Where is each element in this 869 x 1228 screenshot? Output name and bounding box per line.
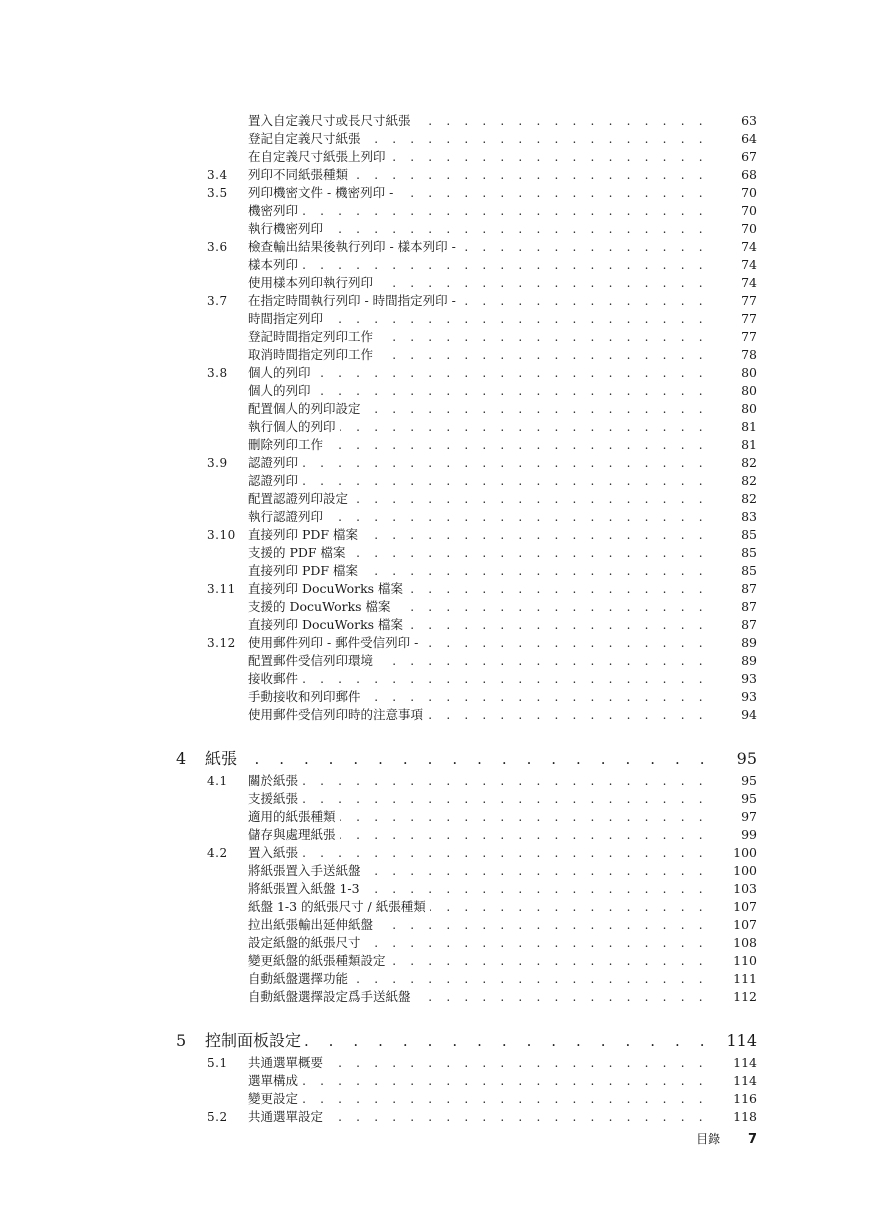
toc-entry-title-text: 共通選單設定 (248, 1109, 327, 1124)
toc-entry-title (248, 616, 757, 634)
toc-entry-page: 89 (705, 634, 757, 652)
toc-entry-title (248, 862, 757, 880)
toc-entry-title-text: 拉出紙張輸出延伸紙盤 (248, 917, 377, 932)
toc-entry-title-text: 配置個人的列印設定 (248, 401, 365, 416)
toc-entry-page: 95 (705, 746, 757, 772)
toc-entry-page: 111 (705, 970, 757, 988)
toc-section-row[interactable] (0, 292, 869, 310)
toc-entry-title-text: 接收郵件 (248, 671, 302, 686)
toc-entry-title (248, 952, 757, 970)
toc-entry-number: 3.5 (207, 186, 228, 200)
toc-subsection-row[interactable] (0, 130, 869, 148)
toc-subsection-row[interactable] (0, 436, 869, 454)
toc-entry-number: 3.4 (207, 168, 228, 182)
toc-entry-title (205, 746, 757, 772)
toc-subsection-row[interactable] (0, 970, 869, 988)
toc-entry-title (248, 256, 757, 274)
toc-subsection-row[interactable] (0, 988, 869, 1006)
toc-entry-title (248, 1108, 757, 1126)
toc-entry-page: 89 (705, 652, 757, 670)
toc-entry-title-text: 直接列印 DocuWorks 檔案 (248, 617, 407, 632)
toc-entry-title-text: 手動接收和列印郵件 (248, 689, 365, 704)
toc-entry-number: 3.6 (207, 240, 228, 254)
toc-entry-title-text: 紙盤 1-3 的紙張尺寸 / 紙張種類 (248, 899, 430, 914)
toc-entry-page: 77 (705, 292, 757, 310)
toc-entry-title-text: 紙張 (205, 749, 241, 768)
toc-section-row[interactable] (0, 844, 869, 862)
toc-entry-title-text: 列印機密文件 - 機密列印 - (248, 185, 397, 200)
toc-entry-title-text: 選單構成 (248, 1073, 302, 1088)
toc-subsection-row[interactable] (0, 616, 869, 634)
toc-entry-title (248, 634, 757, 652)
toc-entry-title (248, 274, 757, 292)
toc-section-row[interactable] (0, 526, 869, 544)
toc-subsection-row[interactable] (0, 790, 869, 808)
toc-entry-title-text: 直接列印 PDF 檔案 (248, 527, 362, 542)
toc-entry-page: 85 (705, 544, 757, 562)
toc-entry-page: 87 (705, 598, 757, 616)
toc-subsection-row[interactable] (0, 112, 869, 130)
toc-subsection-row[interactable] (0, 508, 869, 526)
toc-entry-page: 82 (705, 472, 757, 490)
toc-entry-page: 63 (705, 112, 757, 130)
toc-entry-title-text: 認證列印 (248, 455, 302, 470)
toc-entry-page: 114 (705, 1028, 757, 1054)
toc-entry-title (248, 220, 757, 238)
toc-entry-number: 5.1 (207, 1056, 228, 1070)
toc-entry-title (248, 184, 757, 202)
toc-entry-title-text: 共通選單概要 (248, 1055, 327, 1070)
toc-subsection-row[interactable] (0, 400, 869, 418)
toc-entry-title (248, 472, 757, 490)
toc-entry-page: 93 (705, 670, 757, 688)
toc-entry-page: 87 (705, 580, 757, 598)
toc-entry-title (248, 934, 757, 952)
toc-entry-title (248, 508, 757, 526)
toc-subsection-row[interactable] (0, 706, 869, 724)
toc-entry-title (248, 1090, 757, 1108)
toc-subsection-row[interactable] (0, 826, 869, 844)
toc-entry-title (248, 310, 757, 328)
toc-entry-title-text: 列印不同紙張種類 (248, 167, 352, 182)
toc-entry-page: 112 (705, 988, 757, 1006)
toc-entry-title-text: 直接列印 PDF 檔案 (248, 563, 362, 578)
toc-entry-title-text: 將紙張置入手送紙盤 (248, 863, 365, 878)
toc-entry-page: 107 (705, 916, 757, 934)
toc-subsection-row[interactable] (0, 544, 869, 562)
toc-entry-title-text: 配置認證列印設定 (248, 491, 352, 506)
toc-section-row[interactable] (0, 1054, 869, 1072)
toc-entry-title-text: 執行認證列印 (248, 509, 327, 524)
toc-entry-title (248, 1054, 757, 1072)
toc-entry-page: 97 (705, 808, 757, 826)
toc-entry-title-text: 支援紙張 (248, 791, 302, 806)
toc-entry-title (248, 790, 757, 808)
toc-entry-title-text: 將紙張置入紙盤 1-3 (248, 881, 364, 896)
toc-entry-page: 100 (705, 844, 757, 862)
toc-entry-title-text: 機密列印 (248, 203, 302, 218)
toc-entry-page: 114 (705, 1054, 757, 1072)
toc-entry-page: 114 (705, 1072, 757, 1090)
toc-subsection-row[interactable] (0, 274, 869, 292)
toc-subsection-row[interactable] (0, 880, 869, 898)
toc-entry-title (248, 898, 757, 916)
toc-entry-number: 3.7 (207, 294, 228, 308)
toc-subsection-row[interactable] (0, 862, 869, 880)
toc-entry-title-text: 配置郵件受信列印環境 (248, 653, 377, 668)
toc-entry-title (248, 688, 757, 706)
toc-entry-number: 5 (176, 1031, 187, 1050)
toc-entry-title (248, 562, 757, 580)
toc-entry-page: 107 (705, 898, 757, 916)
toc-subsection-row[interactable] (0, 934, 869, 952)
toc-entry-page: 93 (705, 688, 757, 706)
toc-entry-number: 3.8 (207, 366, 228, 380)
toc-entry-title (248, 988, 757, 1006)
toc-subsection-row[interactable] (0, 562, 869, 580)
toc-entry-page: 103 (705, 880, 757, 898)
toc-subsection-row[interactable] (0, 652, 869, 670)
toc-entry-number: 4.1 (207, 774, 228, 788)
toc-entry-title (248, 454, 757, 472)
toc-entry-title (248, 166, 757, 184)
toc-subsection-row[interactable] (0, 346, 869, 364)
toc-entry-page: 83 (705, 508, 757, 526)
toc-subsection-row[interactable] (0, 418, 869, 436)
toc-entry-title (248, 148, 757, 166)
toc-entry-title (248, 130, 757, 148)
toc-entry-title (248, 526, 757, 544)
toc-subsection-row[interactable] (0, 688, 869, 706)
toc-subsection-row[interactable] (0, 256, 869, 274)
toc-entry-title-text: 支援的 DocuWorks 檔案 (248, 599, 395, 614)
toc-section-row[interactable] (0, 634, 869, 652)
toc-entry-title (248, 670, 757, 688)
toc-entry-title-text: 使用樣本列印執行列印 (248, 275, 377, 290)
toc-entry-title (248, 364, 757, 382)
toc-entry-number: 4.2 (207, 846, 228, 860)
toc-entry-title-text: 支援的 PDF 檔案 (248, 545, 350, 560)
toc-entry-title-text: 適用的紙張種類 (248, 809, 340, 824)
toc-subsection-row[interactable] (0, 1072, 869, 1090)
toc-entry-title-text: 使用郵件受信列印時的注意事項 (248, 707, 427, 722)
toc-entry-number: 5.2 (207, 1110, 228, 1124)
toc-entry-title-text: 登記自定義尺寸紙張 (248, 131, 365, 146)
toc-entry-page: 81 (705, 418, 757, 436)
toc-entry-page: 85 (705, 526, 757, 544)
toc-section-row[interactable] (0, 184, 869, 202)
toc-subsection-row[interactable] (0, 1090, 869, 1108)
toc-entry-page: 68 (705, 166, 757, 184)
toc-entry-page: 95 (705, 772, 757, 790)
toc-section-row[interactable] (0, 1108, 869, 1126)
toc-entry-title (248, 598, 757, 616)
toc-entry-title-text: 置入紙張 (248, 845, 302, 860)
toc-entry-number: 3.9 (207, 456, 228, 470)
toc-chapter-row[interactable] (0, 1028, 869, 1054)
toc-entry-page: 87 (705, 616, 757, 634)
toc-entry-page: 99 (705, 826, 757, 844)
toc-entry-page: 70 (705, 184, 757, 202)
toc-subsection-row[interactable] (0, 472, 869, 490)
toc-entry-number: 3.10 (207, 528, 236, 542)
toc-entry-title-text: 在指定時間執行列印 - 時間指定列印 - (248, 293, 460, 308)
toc-entry-page: 95 (705, 790, 757, 808)
toc-chapter-row[interactable] (0, 746, 869, 772)
toc-entry-page: 118 (705, 1108, 757, 1126)
toc-subsection-row[interactable] (0, 382, 869, 400)
toc-entry-title-text: 在自定義尺寸紙張上列印 (248, 149, 390, 164)
toc-entry-title-text: 置入自定義尺寸或長尺寸紙張 (248, 113, 415, 128)
toc-entry-title (248, 346, 757, 364)
toc-entry-title (248, 916, 757, 934)
toc-entry-title-text: 使用郵件列印 - 郵件受信列印 - (248, 635, 422, 650)
toc-entry-title (248, 418, 757, 436)
toc-entry-title-text: 自動紙盤選擇功能 (248, 971, 352, 986)
toc-entry-page: 82 (705, 490, 757, 508)
toc-entry-title-text: 直接列印 DocuWorks 檔案 (248, 581, 407, 596)
toc-entry-title (248, 382, 757, 400)
toc-subsection-row[interactable] (0, 898, 869, 916)
toc-entry-number: 3.11 (207, 582, 236, 596)
toc-section-row[interactable] (0, 364, 869, 382)
toc-entry-title-text: 自動紙盤選擇設定爲手送紙盤 (248, 989, 415, 1004)
toc-entry-title (248, 652, 757, 670)
toc-entry-page: 80 (705, 400, 757, 418)
toc-subsection-row[interactable] (0, 202, 869, 220)
toc-entry-title-text: 時間指定列印 (248, 311, 327, 326)
toc-entry-page: 94 (705, 706, 757, 724)
toc-entry-title-text: 控制面板設定 (205, 1031, 305, 1050)
toc-section-row[interactable] (0, 166, 869, 184)
table-of-contents (0, 112, 869, 1126)
toc-entry-title-text: 登記時間指定列印工作 (248, 329, 377, 344)
toc-entry-page: 82 (705, 454, 757, 472)
toc-entry-title-text: 個人的列印 (248, 383, 315, 398)
toc-entry-title-text: 變更紙盤的紙張種類設定 (248, 953, 390, 968)
toc-entry-title-text: 認證列印 (248, 473, 302, 488)
toc-entry-page: 100 (705, 862, 757, 880)
toc-entry-page: 70 (705, 202, 757, 220)
toc-entry-number: 4 (176, 749, 187, 768)
toc-entry-page: 70 (705, 220, 757, 238)
toc-section-row[interactable] (0, 580, 869, 598)
toc-entry-page: 67 (705, 148, 757, 166)
toc-entry-title (248, 112, 757, 130)
toc-entry-title (248, 400, 757, 418)
toc-entry-title (248, 706, 757, 724)
toc-subsection-row[interactable] (0, 310, 869, 328)
toc-subsection-row[interactable] (0, 490, 869, 508)
toc-entry-title (248, 1072, 757, 1090)
toc-entry-page: 85 (705, 562, 757, 580)
toc-subsection-row[interactable] (0, 328, 869, 346)
toc-subsection-row[interactable] (0, 148, 869, 166)
toc-subsection-row[interactable] (0, 808, 869, 826)
toc-entry-page: 77 (705, 310, 757, 328)
toc-entry-page: 74 (705, 274, 757, 292)
toc-entry-page: 78 (705, 346, 757, 364)
toc-subsection-row[interactable] (0, 598, 869, 616)
toc-entry-title-text: 執行個人的列印 (248, 419, 340, 434)
toc-entry-page: 81 (705, 436, 757, 454)
toc-entry-title-text: 取消時間指定列印工作 (248, 347, 377, 362)
footer-label: 目錄 (696, 1132, 721, 1146)
toc-section-row[interactable] (0, 454, 869, 472)
toc-entry-title (248, 328, 757, 346)
page-footer (696, 1130, 757, 1147)
toc-entry-page: 64 (705, 130, 757, 148)
toc-entry-title-text: 檢查輸出結果後執行列印 - 樣本列印 - (248, 239, 460, 254)
toc-entry-page: 74 (705, 256, 757, 274)
toc-entry-title (248, 292, 757, 310)
toc-section-row[interactable] (0, 772, 869, 790)
toc-entry-title (248, 970, 757, 988)
toc-entry-title-text: 變更設定 (248, 1091, 302, 1106)
toc-entry-title (248, 436, 757, 454)
toc-entry-title (248, 238, 757, 256)
toc-entry-title-text: 執行機密列印 (248, 221, 327, 236)
toc-entry-title-text: 儲存與處理紙張 (248, 827, 340, 842)
toc-entry-title (248, 202, 757, 220)
toc-entry-title-text: 設定紙盤的紙張尺寸 (248, 935, 365, 950)
toc-entry-title-text: 刪除列印工作 (248, 437, 327, 452)
page-number: 7 (747, 1132, 757, 1147)
toc-entry-title-text: 關於紙張 (248, 773, 302, 788)
toc-entry-title (248, 580, 757, 598)
toc-entry-title (248, 826, 757, 844)
toc-entry-page: 74 (705, 238, 757, 256)
toc-section-row[interactable] (0, 238, 869, 256)
toc-entry-title (248, 808, 757, 826)
toc-subsection-row[interactable] (0, 916, 869, 934)
toc-entry-page: 80 (705, 364, 757, 382)
toc-entry-page: 80 (705, 382, 757, 400)
toc-entry-title (205, 1028, 757, 1054)
toc-entry-page: 110 (705, 952, 757, 970)
toc-subsection-row[interactable] (0, 952, 869, 970)
toc-entry-title-text: 樣本列印 (248, 257, 302, 272)
toc-entry-title (248, 772, 757, 790)
toc-entry-title (248, 490, 757, 508)
toc-entry-page: 77 (705, 328, 757, 346)
toc-entry-page: 116 (705, 1090, 757, 1108)
toc-entry-title (248, 880, 757, 898)
toc-entry-number: 3.12 (207, 636, 236, 650)
toc-entry-title-text: 個人的列印 (248, 365, 315, 380)
toc-entry-page: 108 (705, 934, 757, 952)
toc-subsection-row[interactable] (0, 670, 869, 688)
toc-subsection-row[interactable] (0, 220, 869, 238)
toc-entry-title (248, 844, 757, 862)
toc-entry-title (248, 544, 757, 562)
